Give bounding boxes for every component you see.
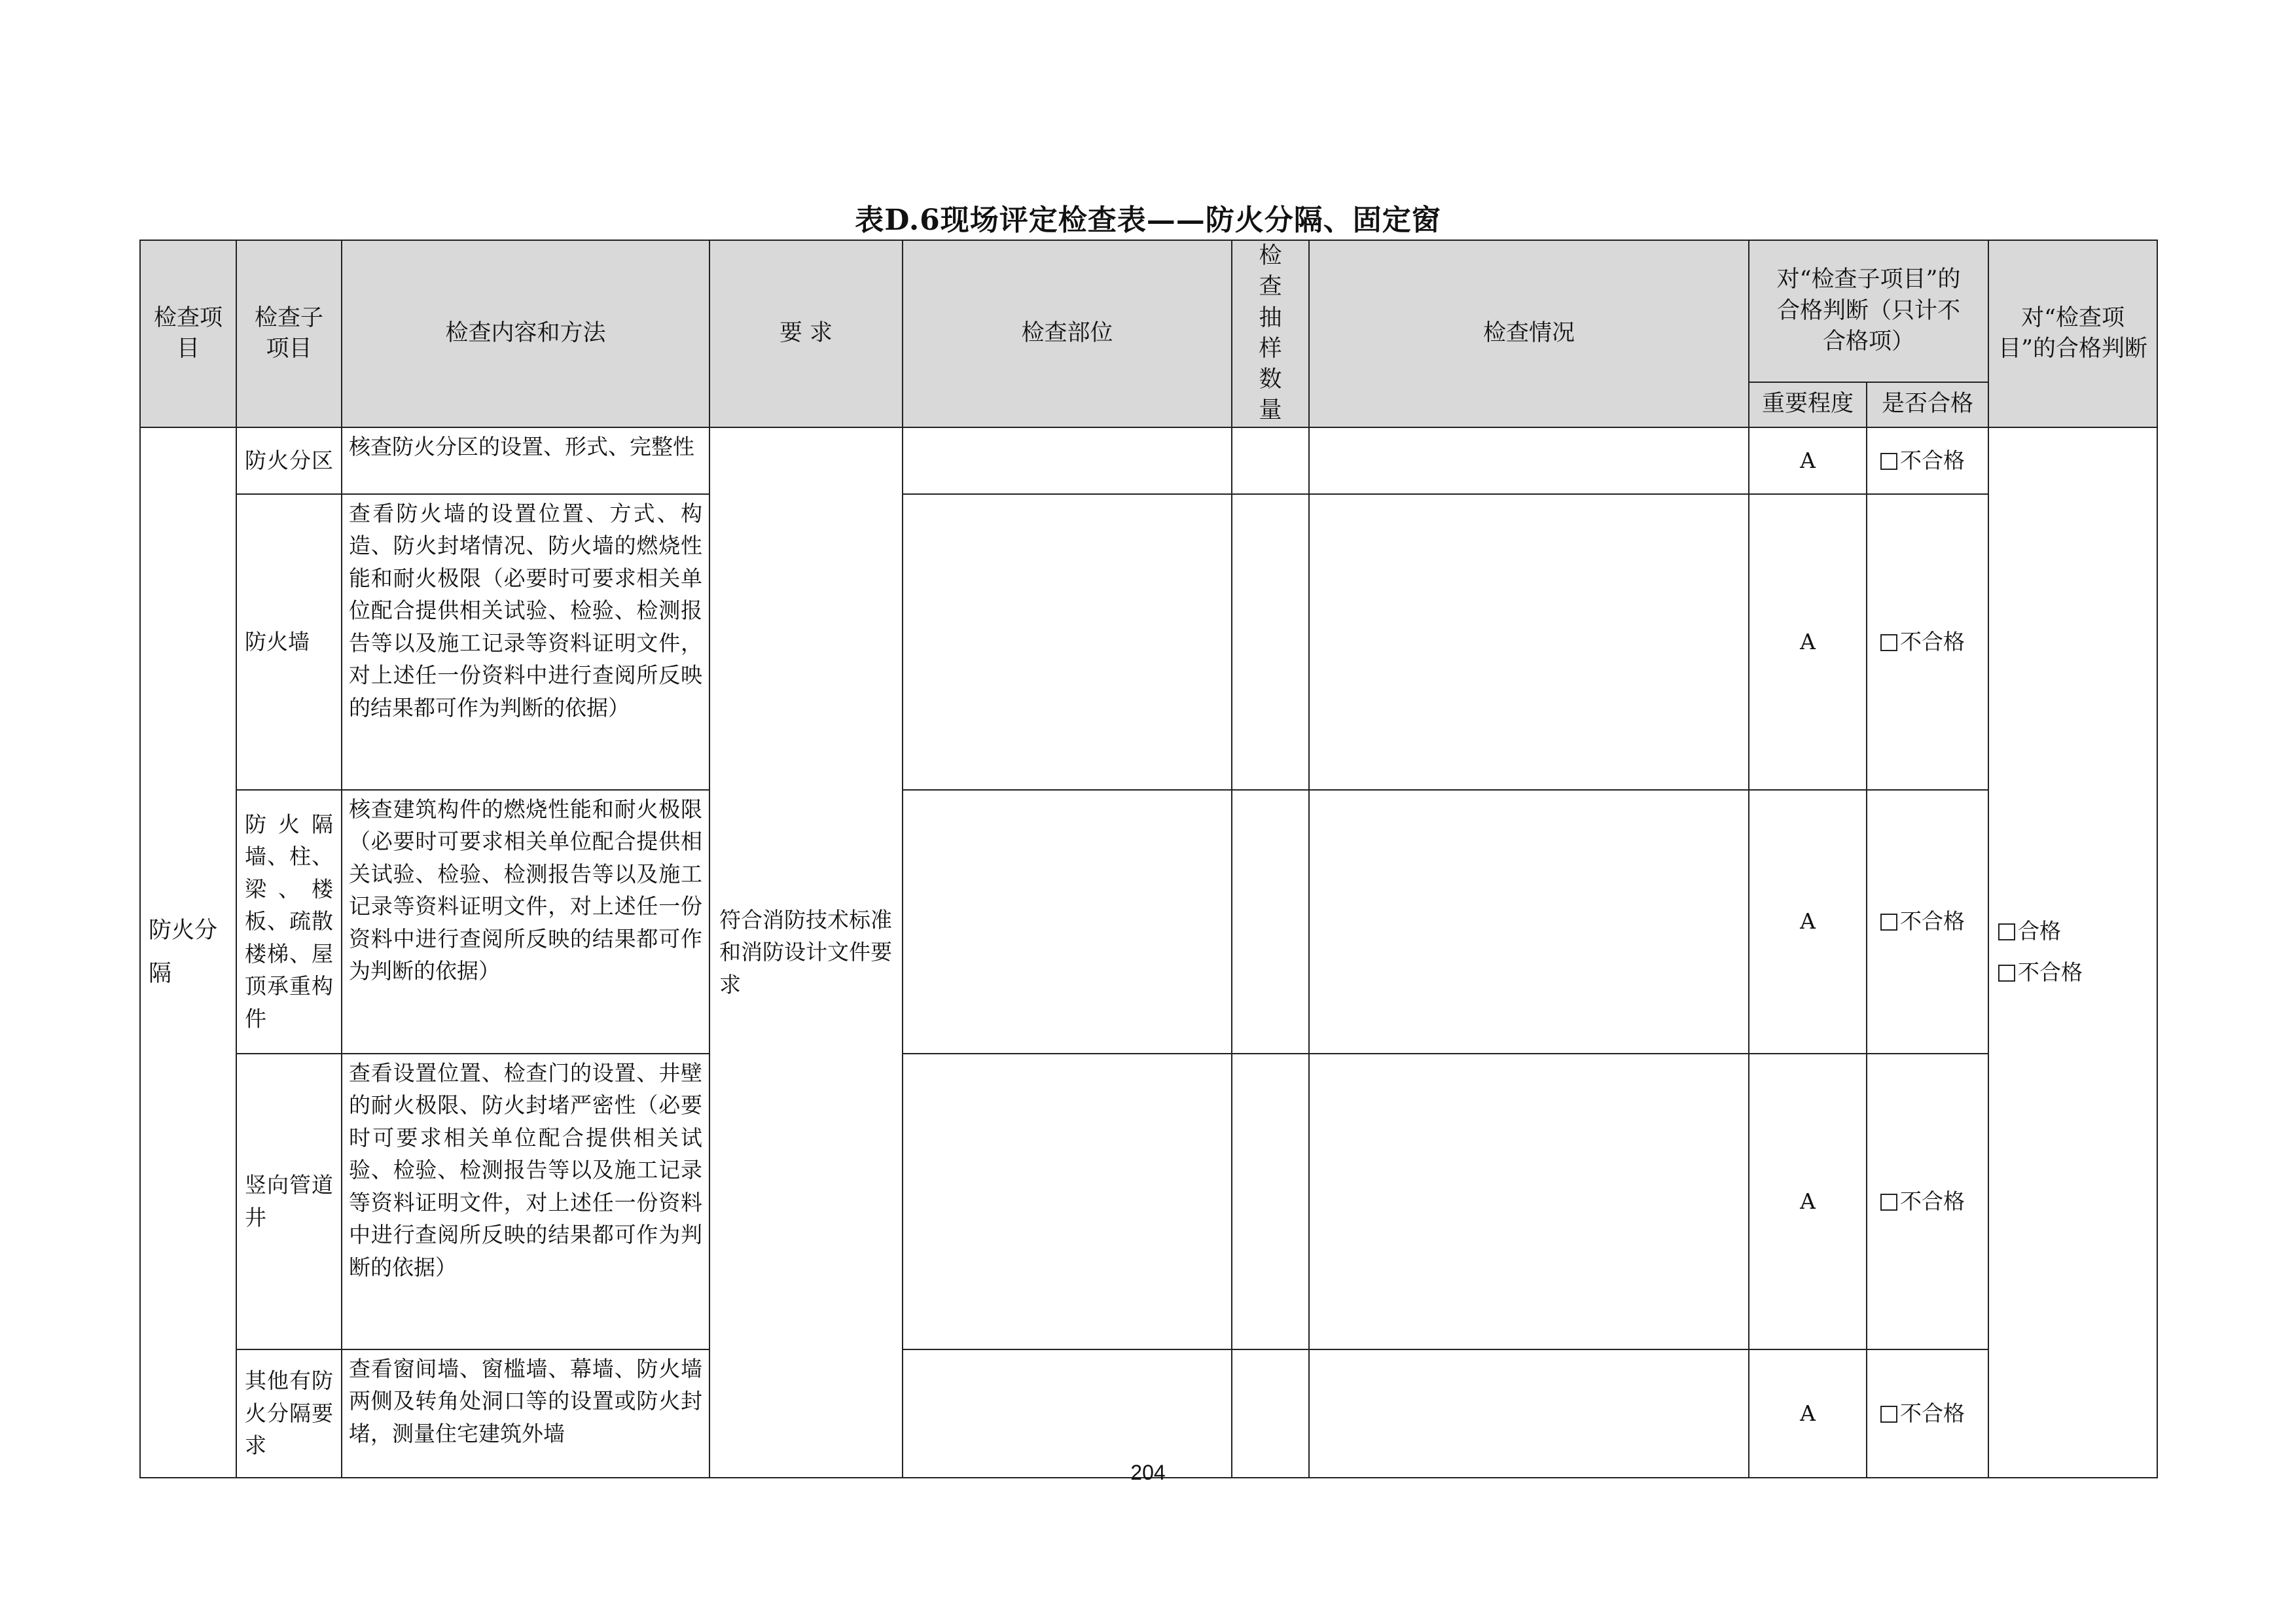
situation-cell[interactable] (1309, 427, 1749, 494)
qualified-checkbox[interactable] (1867, 494, 1988, 790)
requirement-cell: 符合消防技术标准和消防设计文件要求 (709, 427, 903, 1478)
content-cell: 查看设置位置、检查门的设置、井壁的耐火极限、防火封堵严密性（必要时可要求相关单位配合提供相关试验、检验、检测报告等以及施工记录等资料证明文件，对上述任一份资料中进行查阅所反映的结果都可作为判断的依据） (342, 1054, 709, 1349)
header-situation: 检查情况 (1309, 240, 1749, 427)
importance-cell: A (1749, 427, 1867, 494)
situation-cell[interactable] (1309, 790, 1749, 1054)
header-item-judgement: 对“检查项目”的合格判断 (1988, 240, 2157, 427)
option-label: 合格 (2018, 918, 2062, 944)
checkbox-icon[interactable] (1880, 634, 1897, 651)
item-name: 防火分隔 (140, 427, 236, 1478)
situation-cell[interactable] (1309, 494, 1749, 790)
sample-cell[interactable] (1232, 494, 1309, 790)
importance-cell: A (1749, 1054, 1867, 1349)
page-number: 204 (1130, 1461, 1166, 1484)
header-item: 检查项目 (140, 240, 236, 427)
header-requirement: 要 求 (709, 240, 903, 427)
location-cell[interactable] (903, 790, 1232, 1054)
subitem-label: 防火分区 (236, 427, 342, 494)
checkbox-icon[interactable] (1880, 1406, 1897, 1423)
header-sub-judgement: 对“检查子项目”的合格判断（只计不合格项） (1749, 240, 1988, 382)
inspection-table (139, 240, 2158, 1478)
table-title: 表D.6现场评定检查表——防火分隔、固定窗 (855, 204, 1441, 237)
sample-cell[interactable] (1232, 1054, 1309, 1349)
sample-cell[interactable] (1232, 790, 1309, 1054)
subitem-label: 防火墙 (236, 494, 342, 790)
checkbox-label: 不合格 (1900, 447, 1965, 473)
option-qualified[interactable] (1998, 911, 2157, 952)
checkbox-label: 不合格 (1900, 1400, 1965, 1426)
header-location: 检查部位 (903, 240, 1232, 427)
header-subitem: 检查子项目 (236, 240, 342, 427)
location-cell[interactable] (903, 1349, 1232, 1478)
option-unqualified[interactable] (1998, 952, 2157, 993)
checkbox-icon[interactable] (1880, 453, 1897, 470)
content-cell: 查看窗间墙、窗槛墙、幕墙、防火墙两侧及转角处洞口等的设置或防火封堵，测量住宅建筑外墙 (342, 1349, 709, 1478)
qualified-checkbox[interactable] (1867, 1054, 1988, 1349)
importance-cell: A (1749, 790, 1867, 1054)
qualified-checkbox[interactable] (1867, 1349, 1988, 1478)
table-row (140, 494, 2157, 790)
header-content: 检查内容和方法 (342, 240, 709, 427)
situation-cell[interactable] (1309, 1349, 1749, 1478)
importance-cell: A (1749, 1349, 1867, 1478)
subitem-label: 防火隔墙、柱、梁、楼板、疏散楼梯、屋顶承重构件 (236, 790, 342, 1054)
location-cell[interactable] (903, 494, 1232, 790)
header-importance: 重要程度 (1749, 382, 1867, 427)
checkbox-icon[interactable] (1998, 965, 2015, 982)
option-label: 不合格 (2018, 959, 2083, 985)
checkbox-icon[interactable] (1998, 923, 2015, 940)
importance-cell: A (1749, 494, 1867, 790)
header-qualified: 是否合格 (1867, 382, 1988, 427)
content-cell: 核查防火分区的设置、形式、完整性 (342, 427, 709, 494)
checkbox-label: 不合格 (1900, 628, 1965, 654)
situation-cell[interactable] (1309, 1054, 1749, 1349)
sample-cell[interactable] (1232, 1349, 1309, 1478)
table-row (140, 427, 2157, 494)
item-judgement-cell (1988, 427, 2157, 1478)
qualified-checkbox[interactable] (1867, 427, 1988, 494)
content-cell: 查看防火墙的设置位置、方式、构造、防火封堵情况、防火墙的燃烧性能和耐火极限（必要时可要求相关单位配合提供相关试验、检验、检测报告等以及施工记录等资料证明文件，对上述任一份资料中进行查阅所反映的结果都可作为判断的依据） (342, 494, 709, 790)
subitem-label: 竖向管道井 (236, 1054, 342, 1349)
table-row (140, 1349, 2157, 1478)
location-cell[interactable] (903, 1054, 1232, 1349)
table-row (140, 790, 2157, 1054)
checkbox-icon[interactable] (1880, 1194, 1897, 1211)
location-cell[interactable] (903, 427, 1232, 494)
header-sample: 检查抽样数量 (1232, 240, 1309, 427)
qualified-checkbox[interactable] (1867, 790, 1988, 1054)
subitem-label: 其他有防火分隔要求 (236, 1349, 342, 1478)
checkbox-label: 不合格 (1900, 1188, 1965, 1214)
checkbox-icon[interactable] (1880, 914, 1897, 931)
sample-cell[interactable] (1232, 427, 1309, 494)
table-row (140, 1054, 2157, 1349)
checkbox-label: 不合格 (1900, 908, 1965, 935)
content-cell: 核查建筑构件的燃烧性能和耐火极限（必要时可要求相关单位配合提供相关试验、检验、检测报告等以及施工记录等资料证明文件，对上述任一份资料中进行查阅所反映的结果都可作为判断的依据） (342, 790, 709, 1054)
